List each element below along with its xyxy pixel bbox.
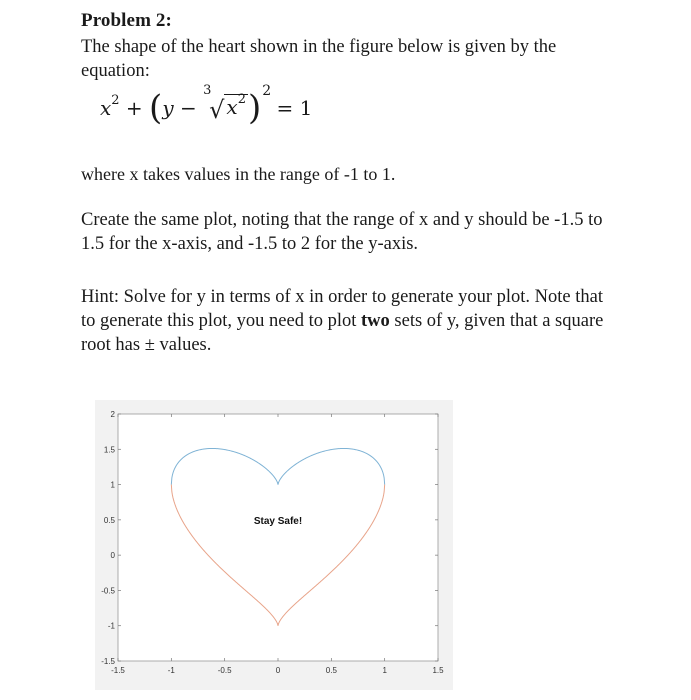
eq-x: x bbox=[100, 96, 112, 120]
x-tick-label: 1.5 bbox=[432, 666, 444, 675]
intro-paragraph: The shape of the heart shown in the figure below is given by the equation: bbox=[81, 37, 557, 81]
x-tick-label: 0.5 bbox=[325, 666, 337, 675]
task-paragraph: Create the same plot, noting that the range of x and y should be -1.5 to 1.5 for the x-axis, and -1.5 to 2 for the y-axis. bbox=[81, 210, 603, 254]
y-tick-label: 1.5 bbox=[103, 445, 115, 455]
y-tick-label: -0.5 bbox=[101, 586, 115, 596]
x-tick-label: 1 bbox=[382, 666, 387, 675]
eq-equals-one: = 1 bbox=[276, 96, 313, 120]
y-tick-label: -1.5 bbox=[101, 657, 115, 666]
eq-close-paren: ) bbox=[247, 88, 262, 128]
y-tick-label: 0.5 bbox=[103, 515, 115, 525]
eq-root-exponent: 2 bbox=[237, 92, 246, 108]
x-tick-label: 0 bbox=[275, 666, 281, 675]
x-tick-label: -1 bbox=[167, 666, 175, 675]
x-tick-label: -0.5 bbox=[217, 666, 232, 675]
problem-title: Problem 2: bbox=[81, 10, 172, 31]
eq-y: y bbox=[162, 96, 174, 120]
range-note: where x takes values in the range of -1 to 1. bbox=[81, 164, 396, 184]
eq-minus: − bbox=[179, 96, 197, 120]
eq-plus: + bbox=[125, 96, 143, 120]
eq-root-index: 3 bbox=[203, 83, 212, 98]
heart-equation bbox=[100, 84, 312, 144]
eq-open-paren: ( bbox=[149, 88, 163, 128]
heart-plot-figure bbox=[95, 400, 453, 690]
eq-root-x: x bbox=[226, 95, 238, 119]
y-tick-label: 0 bbox=[110, 551, 115, 561]
y-tick-label: 2 bbox=[110, 410, 115, 419]
stay-safe-annotation: Stay Safe! bbox=[253, 515, 303, 527]
hint-suffix: sets of y, given that a square root has ± values. bbox=[81, 311, 604, 355]
eq-cube-root bbox=[203, 83, 248, 124]
y-tick-label: -1 bbox=[107, 621, 115, 631]
eq-x-exponent: 2 bbox=[111, 93, 120, 109]
eq-root-body bbox=[224, 94, 248, 119]
hint-paragraph bbox=[81, 285, 621, 357]
hint-bold: two bbox=[361, 311, 390, 331]
y-tick-label: 1 bbox=[110, 480, 115, 490]
heart-plot bbox=[95, 400, 453, 690]
hint-prefix: Hint: Solve for y in terms of x in order to generate your plot. Note that to generate this plot, you need to plot bbox=[81, 287, 603, 331]
x-tick-label: -1.5 bbox=[111, 666, 125, 675]
eq-root-symbol: √ bbox=[209, 96, 225, 124]
eq-outer-exponent: 2 bbox=[262, 83, 272, 99]
